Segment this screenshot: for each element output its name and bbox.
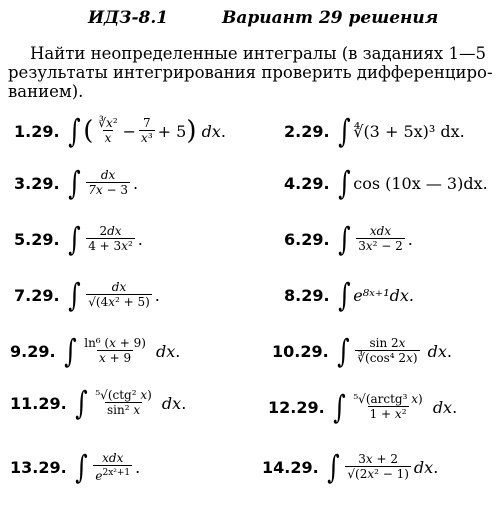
integral-sign: ∫ <box>63 332 77 370</box>
problem-number: 3.29. <box>14 173 60 193</box>
problem-1 <box>14 112 226 150</box>
instructions-line-3: ванием). <box>8 82 84 101</box>
integrand: $\frac{\text{xdx}}{e^{2x^2+1}}$ . <box>95 450 141 483</box>
problem-number: 5.29. <box>14 229 60 249</box>
integral-sign: ∫ <box>67 164 81 202</box>
integrand: $\frac{\sin 2x}{\text{∛(cos⁴ 2x)}}$ dx . <box>357 336 452 365</box>
problem-14 <box>262 448 438 486</box>
problem-number: 9.29. <box>10 341 56 361</box>
problem-number: 11.29. <box>10 393 67 413</box>
integral-sign: ∫ <box>337 112 351 150</box>
integrand: $\frac{2dx}{\text{4 + 3x²}}$ . <box>88 224 143 253</box>
integral-sign: ∫ <box>336 332 350 370</box>
problem-5 <box>14 220 143 258</box>
integral-sign: ∫ <box>337 164 351 202</box>
instructions-line-2: результаты интегрирования проверить дифференциро- <box>8 63 493 82</box>
problem-3 <box>14 164 138 202</box>
integrand: ( $\frac{\text{∛x²}}{x}$ − $\frac{7}{\text{x³}}$ + 5 ) dx . <box>83 116 226 146</box>
problem-4 <box>284 164 488 202</box>
integrand: $\frac{dx}{\text{√(4x² + 5)}}$ . <box>88 280 160 309</box>
problem-6 <box>284 220 413 258</box>
variant-title: Вариант 29 решения <box>222 8 439 28</box>
integral-sign: ∫ <box>74 448 88 486</box>
integrand: $\frac{dx}{7x - 3}$ . <box>88 168 139 197</box>
problem-number: 7.29. <box>14 285 60 305</box>
integrand: $\frac{\text{ln⁶ (x + 9)}}{x + 9}$ dx . <box>84 336 181 365</box>
integrand: ∜ (3 + 5x)³ dx. <box>353 121 465 141</box>
integrand: $\frac{\text{xdx}}{\text{3x² − 2}}$ . <box>358 224 413 253</box>
expression-text: e⁸ˣ⁺¹dx. <box>353 285 415 305</box>
integral-sign: ∫ <box>337 276 351 314</box>
integral-sign: ∫ <box>332 388 346 426</box>
problem-number: 10.29. <box>272 341 329 361</box>
problem-number: 8.29. <box>284 285 330 305</box>
problem-10 <box>272 332 452 370</box>
problem-number: 13.29. <box>10 457 67 477</box>
integrand <box>353 174 487 193</box>
assignment-title: ИДЗ-8.1 <box>88 8 169 28</box>
problem-7 <box>14 276 160 314</box>
integrand <box>353 286 414 305</box>
integrand: $\frac{\text{⁵√(arctg³ x)}}{\text{1 + x²}}$ dx . <box>353 392 458 421</box>
page-header <box>88 8 438 28</box>
problem-number: 12.29. <box>268 397 325 417</box>
integrand: $\frac{3x + 2}{\text{√(2x² − 1)}}$ dx . <box>347 452 439 481</box>
integral-sign: ∫ <box>326 448 340 486</box>
problem-9 <box>10 332 180 370</box>
problem-13 <box>10 448 140 486</box>
integral-sign: ∫ <box>67 276 81 314</box>
problem-number: 6.29. <box>284 229 330 249</box>
integral-sign: ∫ <box>337 220 351 258</box>
integrand: $\frac{\text{⁵√(ctg² x)}}{\text{sin² x}}$ dx . <box>95 388 187 417</box>
instructions <box>8 44 498 101</box>
integral-sign: ∫ <box>74 384 88 422</box>
problem-number: 14.29. <box>262 457 319 477</box>
problem-number: 1.29. <box>14 121 60 141</box>
problem-number: 4.29. <box>284 173 330 193</box>
problem-number: 2.29. <box>284 121 330 141</box>
problem-12 <box>268 388 457 426</box>
expression-text: cos (10x — 3)dx. <box>353 173 488 193</box>
integral-sign: ∫ <box>67 112 81 150</box>
problem-8 <box>284 276 414 314</box>
problem-11 <box>10 384 186 422</box>
expression-text: (3 + 5x)³ dx. <box>363 121 465 141</box>
problem-2 <box>284 112 465 150</box>
instructions-line-1: Найти неопределенные интегралы (в заданиях 1—5 <box>30 44 486 63</box>
integral-sign: ∫ <box>67 220 81 258</box>
